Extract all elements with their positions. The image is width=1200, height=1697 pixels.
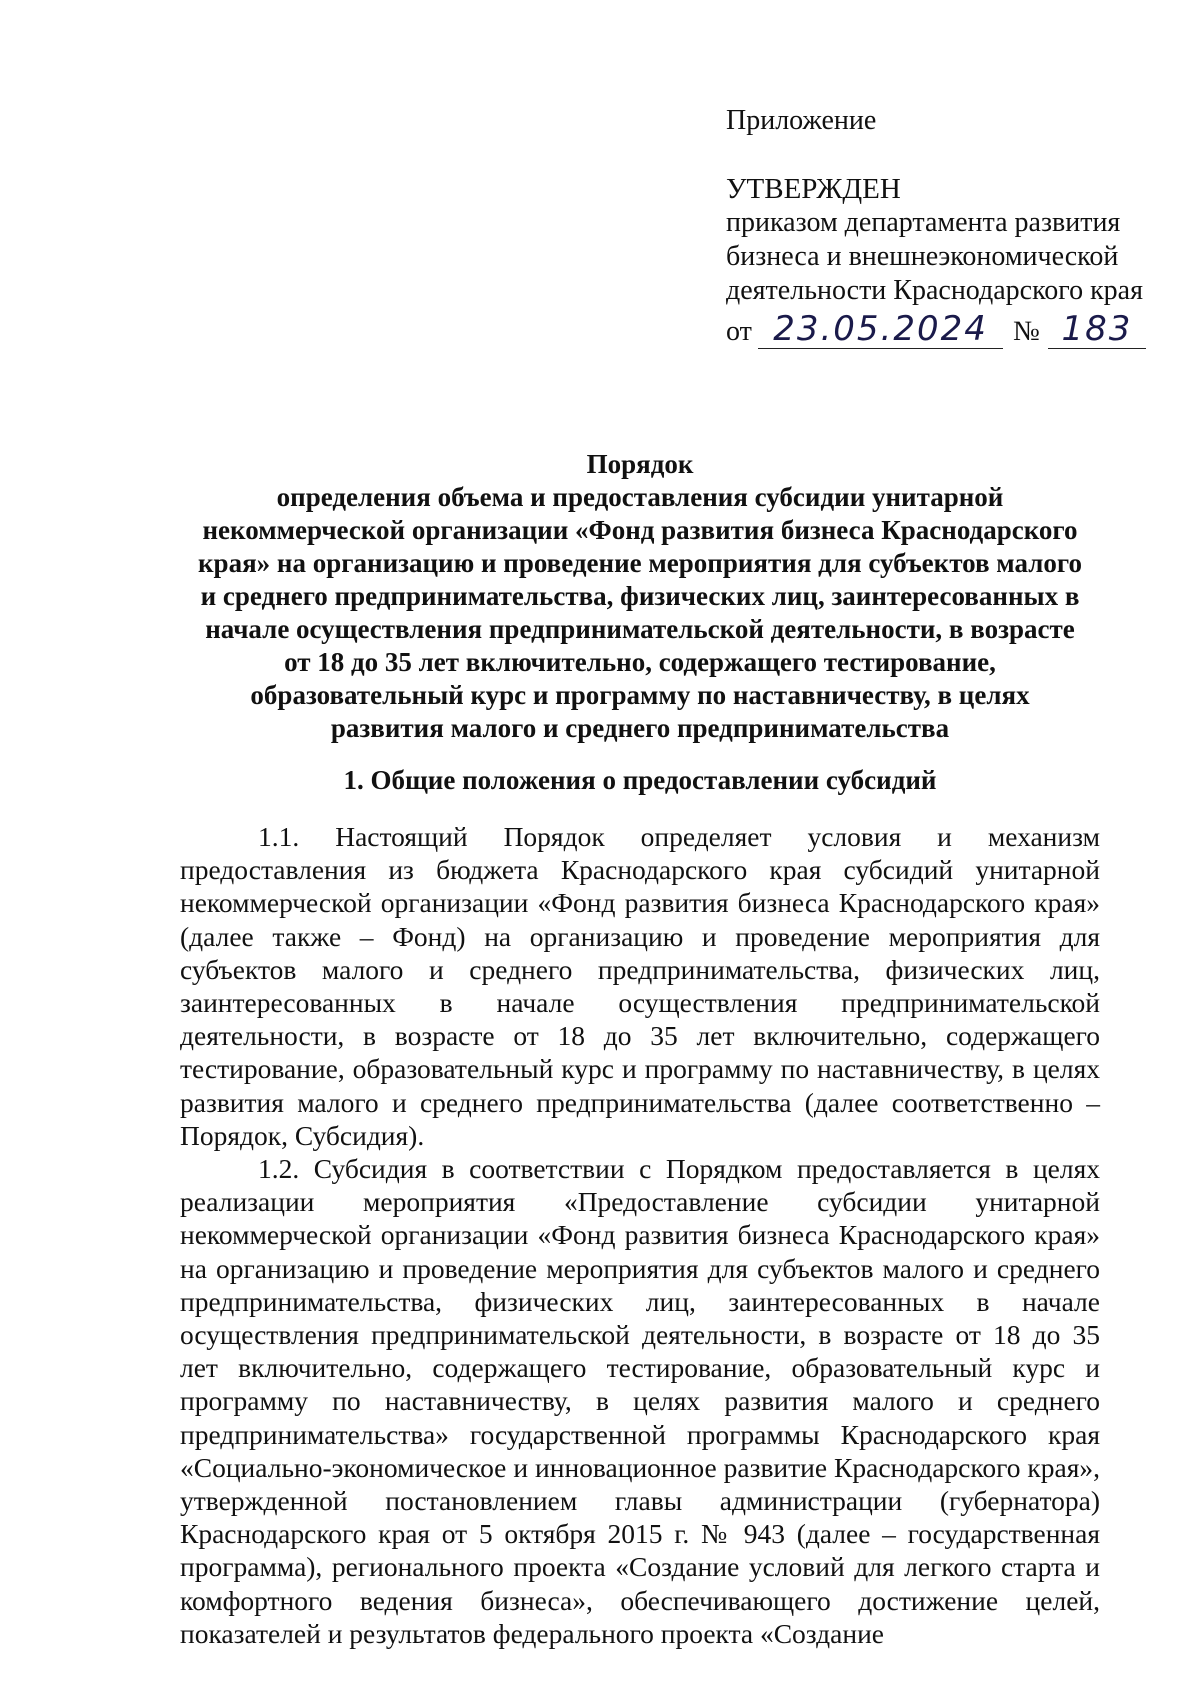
- approval-block: [726, 104, 1146, 349]
- approval-line: деятельности Краснодарского края: [726, 275, 1143, 306]
- title-line: от 18 до 35 лет включительно, содержащего тестирование,: [284, 647, 996, 677]
- order-number-handwritten: 183: [1048, 310, 1146, 349]
- from-label: от: [726, 316, 752, 347]
- section-heading: 1. Общие положения о предоставлении субсидий: [343, 765, 937, 795]
- title-line: образовательный курс и программу по наставничеству, в целях: [250, 680, 1030, 710]
- order-date-number-row: [726, 310, 1146, 349]
- title-line: начале осуществления предпринимательской деятельности, в возрасте: [205, 614, 1075, 644]
- order-date-handwritten: 23.05.2024: [758, 310, 1003, 349]
- approval-line: бизнеса и внешнеэкономической: [726, 241, 1119, 272]
- number-label: №: [1013, 316, 1040, 347]
- title-line: некоммерческой организации «Фонд развития бизнеса Краснодарского: [202, 515, 1078, 545]
- title-line: определения объема и предоставления субсидии унитарной: [276, 482, 1004, 512]
- approval-line: приказом департамента развития: [726, 207, 1121, 238]
- paragraph-1-1: 1.1. Настоящий Порядок определяет условия и механизм предоставления из бюджета Краснодарского края субсидий унитарной некоммерческой организации «Фонд развития бизнеса Краснодарского края» (далее также – Фонд) на организацию и проведение мероприятия для субъектов малого и среднего предпринимательства, физических лиц, заинтересованных в начале осуществления предпринимательской деятельности, в возрасте от 18 до 35 лет включительно, содержащего тестирование, образовательный курс и программу по наставничеству, в целях развития малого и среднего предпринимательства (далее соответственно – Порядок, Субсидия).: [180, 821, 1100, 1151]
- title-line: края» на организацию и проведение мероприятия для субъектов малого: [198, 548, 1082, 578]
- title-line: и среднего предпринимательства, физических лиц, заинтересованных в: [200, 581, 1080, 611]
- paragraph-1-2: 1.2. Субсидия в соответствии с Порядком предоставляется в целях реализации мероприятия «Предоставление субсидии унитарной некоммерческой организации «Фонд развития бизнеса Краснодарского края» на организацию и проведение мероприятия для субъектов малого и среднего предпринимательства, физических лиц, заинтересованных в начале осуществления предпринимательской деятельности, в возрасте от 18 до 35 лет включительно, содержащего тестирование, образовательный курс и программу по наставничеству, в целях развития малого и среднего предпринимательства» государственной программы Краснодарского края «Социально-экономическое и инновационное развитие Краснодарского края», утвержденной постановлением главы администрации (губернатора) Краснодарского края от 5 октября 2015 г. № 943 (далее – государственная программа), регионального проекта «Создание условий для легкого старта и комфортного ведения бизнеса», обеспечивающего достижение целей, показателей и результатов федерального проекта «Создание: [180, 1153, 1100, 1649]
- title-line: развития малого и среднего предпринимательства: [330, 713, 950, 743]
- appendix-label: Приложение: [726, 105, 877, 136]
- document-title: [180, 448, 1100, 745]
- title-heading: Порядок: [586, 449, 694, 479]
- document-body: [180, 820, 1100, 1650]
- approved-label: УТВЕРЖДЕН: [726, 173, 901, 205]
